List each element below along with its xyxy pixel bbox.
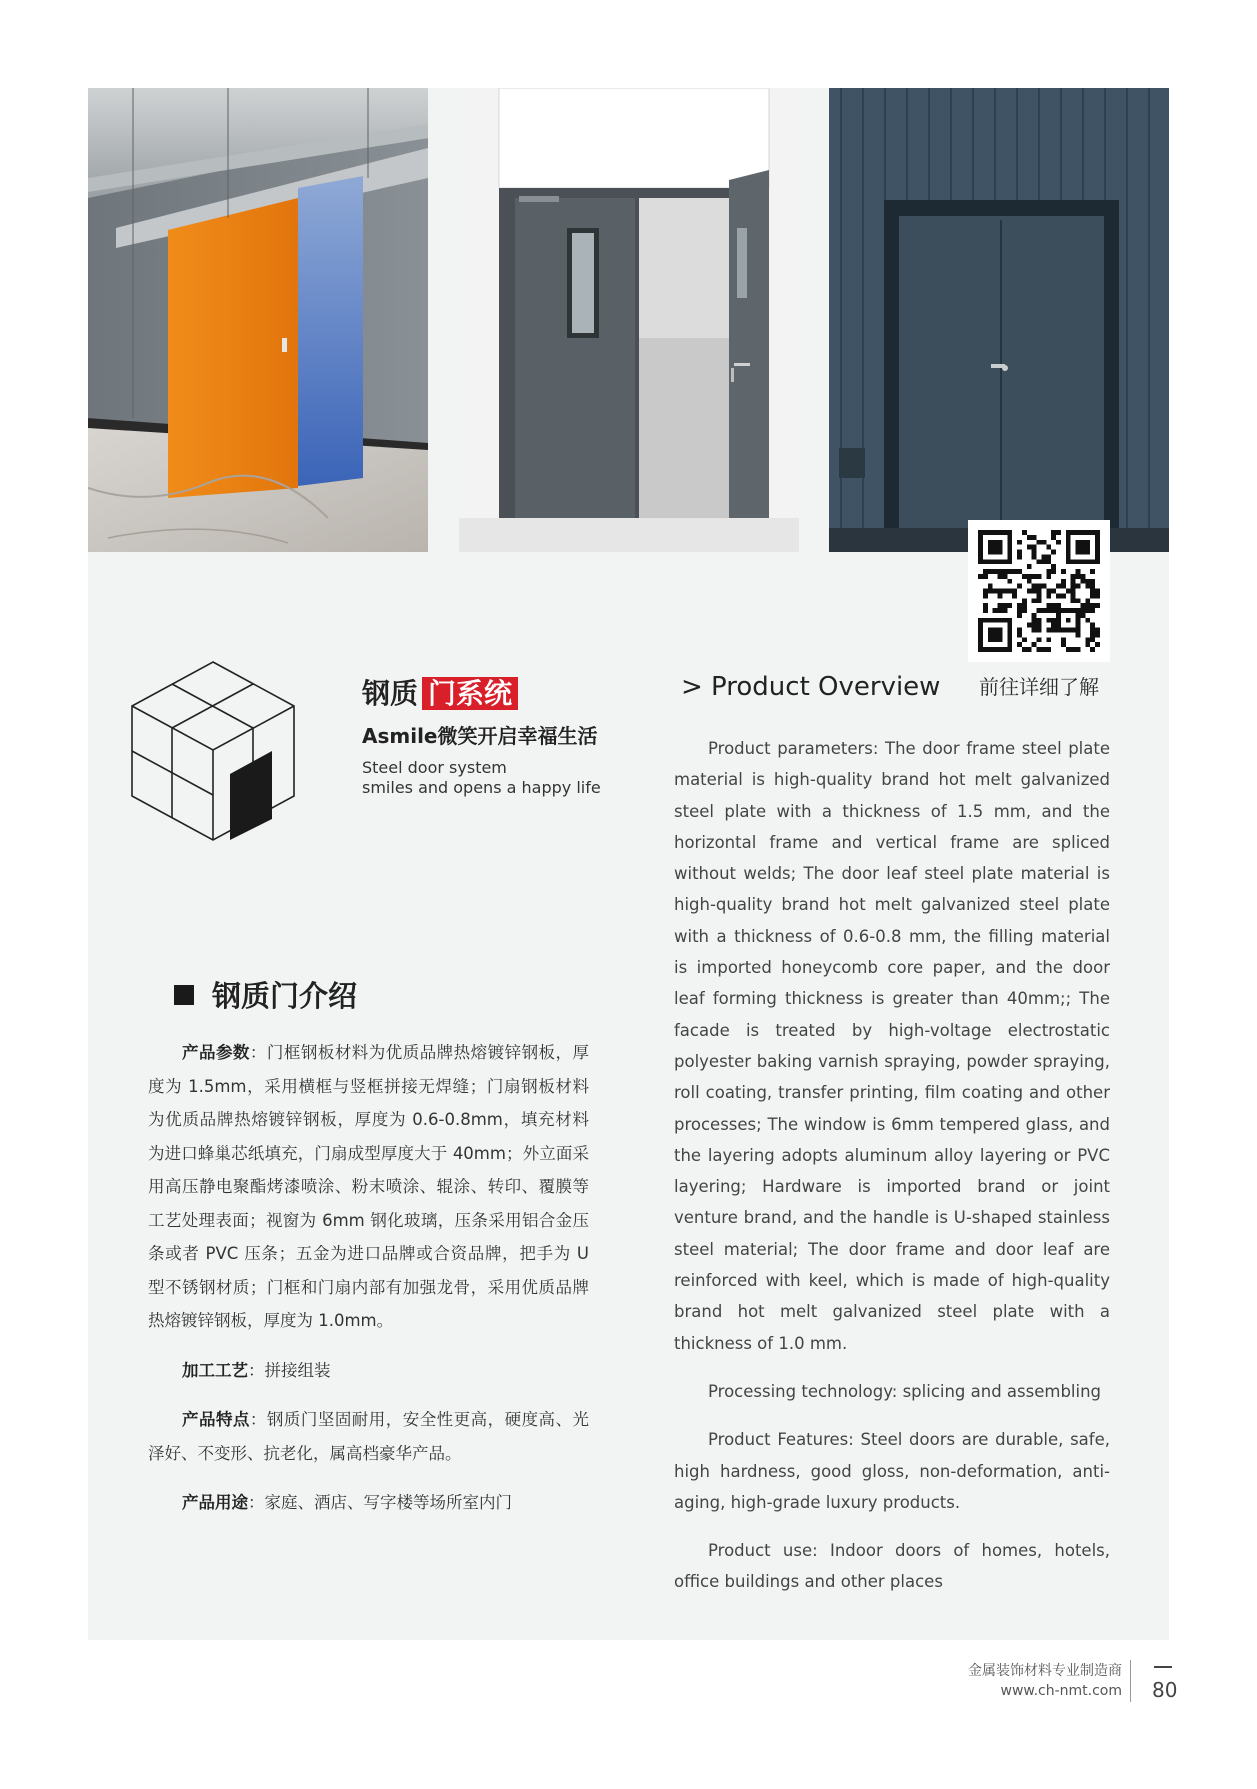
tagline-line2: smiles and opens a happy life [362, 778, 601, 797]
overview-paragraph: Processing technology: splicing and assembling [708, 1381, 1102, 1401]
intro-label: 产品特点 [182, 1410, 250, 1429]
intro-text: ：门框钢板材料为优质品牌热熔镀锌钢板，厚度为 1.5mm，采用横框与竖框拼接无焊缝；门扇钢板材料为优质品牌热熔镀锌钢板，厚度为 0.6-0.8mm，填充材料为进口蜂巢芯纸填充，门扇成型厚度大于 40mm；外立面采用高压静电聚酯烤漆喷涂、粉末喷涂、辊涂、转印、覆膜等工艺处理表面；视窗为 6mm 钢化玻璃，压条采用铝合金压条或者 PVC 压条；五金为进口品牌或合资品牌，把手为 U 型不锈钢材质；门框和门扇内部有加强龙骨，采用优质品牌热熔镀锌钢板，厚度为 1.0mm。 [148, 1043, 590, 1330]
footer-divider [1130, 1660, 1131, 1702]
dark-double-door-photo [829, 88, 1169, 552]
intro-text: ：拼接组装 [248, 1360, 331, 1380]
intro-text: ：钢质门坚固耐用，安全性更高，硬度高、光泽好、不变形、抗老化，属高档豪华产品。 [148, 1410, 590, 1463]
overview-paragraph: Product parameters: The door frame steel plate material is high-quality brand hot melt galvanized steel plate with a thickness of 1.5 mm, and the horizontal frame and vertical frame are spliced without welds; The door leaf steel plate material is high-quality brand hot melt galvanized steel plate with a thickness of 0.6-0.8 mm, the filling material is imported honeycomb core paper, and the door leaf forming thickness is greater than 40mm;; The facade is treated by high-voltage electrostatic polyester baking varnish spraying, powder spraying, roll coating, transfer printing, film coating and other processes; The window is 6mm tempered glass, and the layering adopts aluminum alloy layering or PVC layering; Hardware is imported brand or joint venture brand, and the handle is U-shaped stainless steel material; The door frame and door leaf are reinforced with keel, which is made of high-quality brand hot melt galvanized steel plate with a thickness of 1.0 mm. [674, 739, 1110, 1353]
grey-fire-door-photo [459, 88, 799, 552]
title-part1: 钢质 [362, 677, 419, 710]
page-dash [1154, 1666, 1172, 1668]
subtitle: Asmile微笑开启幸福生活 [362, 724, 598, 748]
tagline-line1: Steel door system [362, 758, 507, 777]
tagline [362, 758, 601, 798]
qr-code-image [978, 530, 1100, 652]
orange-sliding-door-photo [88, 88, 428, 552]
footer-company: 金属装饰材料专业制造商 [968, 1663, 1122, 1679]
intro-body-cn [148, 1036, 589, 1536]
intro-paragraph [148, 1403, 589, 1470]
intro-paragraph [148, 1486, 589, 1520]
intro-heading [174, 974, 357, 1015]
title-highlight: 门系统 [422, 677, 518, 710]
square-bullet-icon [174, 985, 194, 1005]
qr-caption: 前往详细了解 [979, 675, 1099, 699]
overview-heading: > Product Overview [681, 672, 941, 702]
page-number: 80 [1152, 1678, 1178, 1702]
overview-body-en [674, 733, 1110, 1615]
qr-code[interactable] [968, 520, 1110, 662]
overview-paragraph: Product Features: Steel doors are durable, safe, high hardness, good gloss, non-deformation, anti-aging, high-grade luxury products. [674, 1430, 1110, 1512]
intro-label: 产品参数 [182, 1043, 250, 1062]
overview-paragraph: Product use: Indoor doors of homes, hotels, office buildings and other places [674, 1541, 1110, 1592]
intro-paragraph [148, 1354, 589, 1388]
cube-logo-icon [130, 660, 296, 842]
intro-text: ：家庭、酒店、写字楼等场所室内门 [248, 1493, 512, 1512]
intro-label: 加工工艺 [182, 1360, 248, 1380]
intro-label: 产品用途 [182, 1493, 248, 1512]
section-title [362, 672, 518, 712]
intro-heading-text: 钢质门介绍 [212, 979, 358, 1013]
intro-paragraph [148, 1036, 589, 1338]
footer-url[interactable]: www.ch-nmt.com [1000, 1683, 1122, 1699]
